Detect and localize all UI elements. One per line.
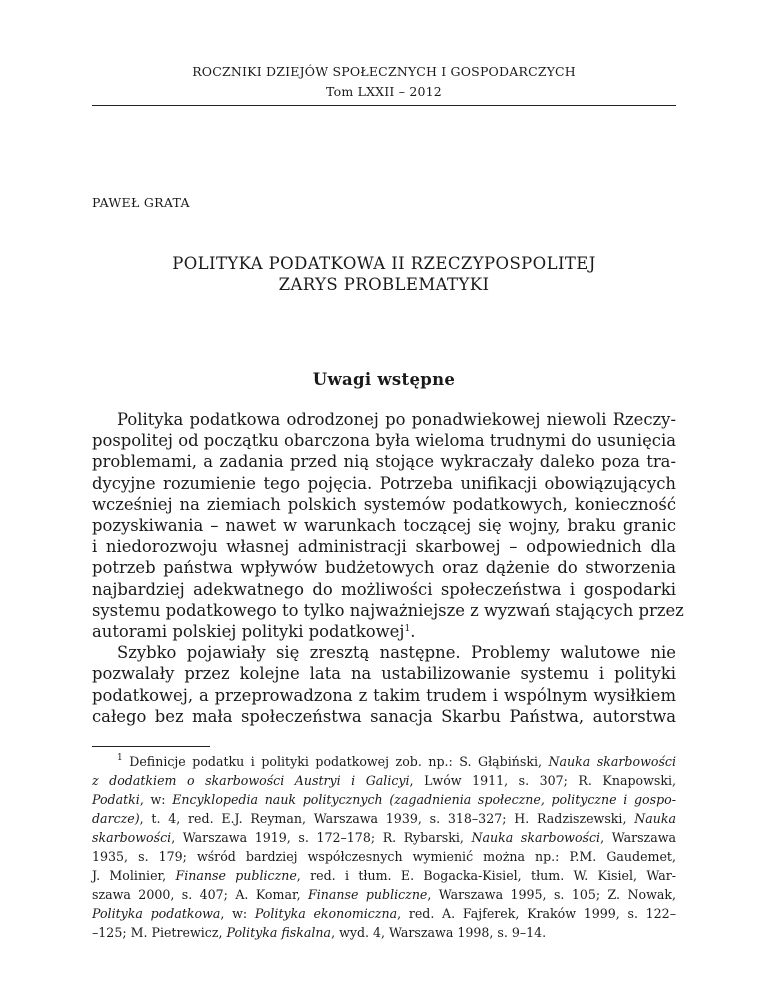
journal-title: ROCZNIKI DZIEJÓW SPOŁECZNYCH I GOSPODARCZYCH xyxy=(192,64,576,79)
footnote-text: , t. 4, red. E.J. Reyman, Warszawa 1939, s. 318–327; H. Radziszewski, xyxy=(139,811,635,826)
paragraph-1-end: . xyxy=(410,622,416,642)
footnote-marker: 1 xyxy=(117,753,123,763)
footnote-line xyxy=(92,809,676,828)
footnote-citation: Polityka podatkowa xyxy=(92,906,221,921)
article-title xyxy=(92,253,676,295)
footnote-line xyxy=(92,904,676,923)
paragraph-1-line: systemu podatkowego to tylko najważniejsze z wyzwań stających przez xyxy=(92,600,684,620)
footnote-text: , wyd. 4, Warszawa 1998, s. 9–14. xyxy=(331,925,547,940)
footnote-citation: Finanse publiczne xyxy=(175,868,297,883)
footnote-line xyxy=(92,828,676,847)
title-line-1: POLITYKA PODATKOWA II RZECZYPOSPOLITEJ xyxy=(172,254,596,273)
footnote-citation: Polityka fiskalna xyxy=(226,925,332,940)
footnote-rule xyxy=(92,746,210,747)
footnote-line xyxy=(92,923,676,942)
paragraph-2-line: całego bez mała społeczeństwa sanacja Skarbu Państwa, autorstwa xyxy=(92,706,676,726)
footnote-line: 1935, s. 179; wśród bardziej współczesnych wymienić można np.: P.M. Gaudemet, xyxy=(92,849,676,864)
author-name: PAWEŁ GRATA xyxy=(92,195,190,210)
footnote-citation: Nauka skarbowości xyxy=(471,830,601,845)
header-rule xyxy=(92,105,676,106)
paragraph-1-last-line xyxy=(92,621,676,642)
footnote-citation: darcze) xyxy=(92,811,140,826)
paragraph-1-line: wcześniej na ziemiach polskich systemów podatkowych, konieczność xyxy=(92,494,676,514)
footnote-reference[interactable]: 1 xyxy=(404,624,411,635)
footnote-line xyxy=(92,752,676,771)
volume-label: Tom LXXII – 2012 xyxy=(326,84,442,99)
paragraph-1-line: potrzeb państwa wpływów budżetowych oraz dążenie do stworzenia xyxy=(92,558,676,578)
paragraph-1-line: pozyskiwania – nawet w warunkach toczącej się wojny, braku granic xyxy=(92,516,676,536)
footnote-citation: Finanse publiczne xyxy=(308,887,428,902)
paragraph-1-last-text: autorami polskiej polityki podatkowej xyxy=(92,622,405,642)
footnote-citation: z dodatkiem o skarbowości Austryi i Galicyi xyxy=(92,773,410,788)
footnote-citation: Podatki xyxy=(92,792,140,807)
paragraph-1-line: problemami, a zadania przed nią stojące wykraczały daleko poza tra- xyxy=(92,452,676,472)
footnote-citation: Nauka skarbowości xyxy=(548,754,676,769)
paragraph-1-line: i niedorozwoju własnej administracji skarbowej – odpowiednich dla xyxy=(92,537,676,557)
paragraph-1-line: Polityka podatkowa odrodzonej po ponadwiekowej niewoli Rzeczy- xyxy=(117,410,676,429)
footnote-text: , red. A. Fajferek, Kraków 1999, s. 122– xyxy=(397,906,676,921)
footnote-text: Definicje podatku i polityki podatkowej zob. np.: S. Głąbiński, xyxy=(122,754,549,769)
title-line-2: ZARYS PROBLEMATYKI xyxy=(278,275,490,294)
footnote-text: , Warszawa 1995, s. 105; Z. Nowak, xyxy=(427,887,676,902)
footnote-text: , Lwów 1911, s. 307; R. Knapowski, xyxy=(409,773,676,788)
paragraph-2-line: Szybko pojawiały się zresztą następne. Problemy walutowe nie xyxy=(117,643,676,663)
footnote-line xyxy=(92,790,676,809)
footnote-citation: Encyklopedia nauk politycznych (zagadnienia społeczne, polityczne i gospo- xyxy=(172,792,676,807)
footnote-citation: Nauka xyxy=(634,811,676,826)
footnote-line xyxy=(92,771,676,790)
footnote-citation: skarbowości xyxy=(92,830,172,845)
paragraph-2-line: pozwalały przez kolejne lata na ustabilizowanie systemu i polityki xyxy=(92,664,676,684)
paragraph-1-line: dycyjne rozumienie tego pojęcia. Potrzeba unifikacji obowiązujących xyxy=(92,473,676,493)
footnote-text: , Warszawa xyxy=(600,830,676,845)
footnote-text: , w: xyxy=(139,792,173,807)
footnote-text: , red. i tłum. E. Bogacka-Kisiel, tłum. W. Kisiel, War- xyxy=(296,868,676,883)
section-heading: Uwagi wstępne xyxy=(312,370,456,389)
footnote-text: szawa 2000, s. 407; A. Komar, xyxy=(92,887,309,902)
footnote-text: , w: xyxy=(220,906,255,921)
footnote-text: –125; M. Pietrewicz, xyxy=(92,925,227,940)
paragraph-2-line: podatkowej, a przeprowadzona z takim trudem i wspólnym wysiłkiem xyxy=(92,685,676,705)
footnote-text: , Warszawa 1919, s. 172–178; R. Rybarski, xyxy=(171,830,472,845)
footnote-text: J. Molinier, xyxy=(92,868,176,883)
footnote-line xyxy=(92,866,676,885)
running-header xyxy=(92,62,676,102)
footnote-citation: Polityka ekonomiczna xyxy=(254,906,398,921)
paragraph-1-line: pospolitej od początku obarczona była wieloma trudnymi do usunięcia xyxy=(92,431,676,451)
footnote-1 xyxy=(92,752,676,942)
body-text xyxy=(92,409,684,727)
footnote-line xyxy=(92,885,676,904)
paragraph-1-line: najbardziej adekwatnego do możliwości społeczeństwa i gospodarki xyxy=(92,579,676,599)
